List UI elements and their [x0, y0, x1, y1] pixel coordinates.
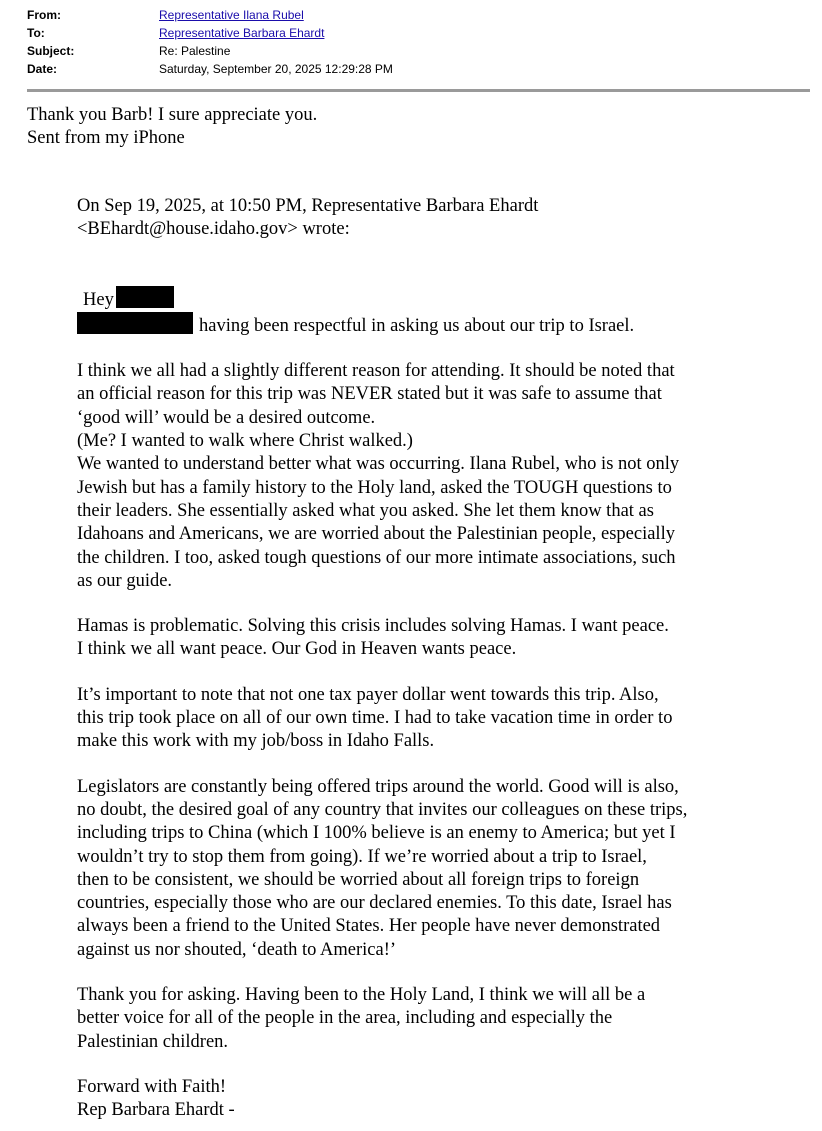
text-line: always been a friend to the United States. Her people have never demonstrated	[77, 916, 661, 937]
text-line: Palestinian children.	[77, 1031, 229, 1052]
text-line: this trip took place on all of our own time. I had to take vacation time in order to	[77, 708, 673, 729]
text-line: no doubt, the desired goal of any country that invites our colleagues on these trips,	[77, 799, 688, 820]
closing-line: Forward with Faith!	[77, 1076, 227, 1097]
date-value: Saturday, September 20, 2025 12:29:28 PM	[159, 62, 393, 76]
text-line: Legislators are constantly being offered trips around the world. Good will is also,	[77, 776, 679, 797]
email-header	[27, 6, 817, 78]
text-line: It’s important to note that not one tax payer dollar went towards this trip. Also,	[77, 684, 659, 705]
attribution-email: <BEhardt@house.idaho.gov> wrote:	[77, 219, 350, 240]
text-line: wouldn’t try to stop them from going). If we’re worried about a trip to Israel,	[77, 846, 647, 867]
text-line: better voice for all of the people in the area, including and especially the	[77, 1008, 613, 1029]
text-line: We wanted to understand better what was occurring. Ilana Rubel, who is not only	[77, 454, 680, 475]
reply-signature: Sent from my iPhone	[27, 128, 185, 149]
text-line: Thank you for asking. Having been to the Holy Land, I think we will all be a	[77, 985, 646, 1006]
quoted-message	[77, 195, 797, 1123]
to-recipient-link[interactable]: Representative Barbara Ehardt	[159, 26, 325, 40]
text-line: make this work with my job/boss in Idaho Falls.	[77, 731, 435, 752]
attribution-line: On Sep 19, 2025, at 10:50 PM, Representative Barbara Ehardt	[77, 196, 539, 216]
paragraph-reasons	[77, 360, 797, 593]
from-sender-link[interactable]: Representative Ilana Rubel	[159, 8, 304, 22]
redaction-box	[77, 312, 193, 334]
subject-label: Subject:	[27, 44, 75, 58]
text-line: including trips to China (which I 100% believe is an enemy to America; but yet I	[77, 823, 676, 844]
greeting-continuation	[77, 312, 797, 338]
paragraph-peace	[77, 615, 797, 662]
text-line: Hamas is problematic. Solving this crisis includes solving Hamas. I want peace.	[77, 616, 669, 637]
greeting-line	[77, 286, 797, 312]
signature-line: Rep Barbara Ehardt -	[77, 1100, 235, 1121]
text-line: the children. I too, asked tough questions of our more intimate associations, such	[77, 547, 676, 568]
header-divider	[27, 89, 810, 92]
to-label: To:	[27, 26, 45, 40]
reply-line: Thank you Barb! I sure appreciate you.	[27, 105, 318, 125]
text-line: against us nor shouted, ‘death to America!’	[77, 939, 397, 960]
text-line: an official reason for this trip was NEVER stated but it was safe to assume that	[77, 384, 662, 405]
greeting-word: Hey	[83, 289, 114, 310]
text-line: as our guide.	[77, 570, 173, 591]
text-line: I think we all had a slightly different reason for attending. It should be noted that	[77, 361, 675, 382]
redaction-box	[116, 286, 174, 308]
greeting-rest: having been respectful in asking us about our trip to Israel.	[199, 315, 635, 336]
text-line: their leaders. She essentially asked what you asked. She let them know that as	[77, 500, 654, 521]
text-line: ‘good will’ would be a desired outcome.	[77, 407, 376, 428]
from-row	[27, 6, 817, 24]
paragraph-legislators	[77, 776, 797, 962]
text-line: Jewish but has a family history to the Holy land, asked the TOUGH questions to	[77, 477, 672, 498]
subject-row	[27, 42, 817, 60]
subject-value: Re: Palestine	[159, 44, 231, 58]
date-row	[27, 60, 817, 78]
paragraph-funding	[77, 684, 797, 754]
text-line: I think we all want peace. Our God in Heaven wants peace.	[77, 639, 517, 660]
reply-body	[27, 104, 807, 151]
text-line: countries, especially those who are our declared enemies. To this date, Israel has	[77, 893, 672, 914]
text-line: then to be consistent, we should be worried about all foreign trips to foreign	[77, 869, 640, 890]
paragraph-thanks	[77, 984, 797, 1054]
text-line: (Me? I wanted to walk where Christ walked.)	[77, 431, 413, 452]
to-row	[27, 24, 817, 42]
from-label: From:	[27, 8, 61, 22]
date-label: Date:	[27, 62, 58, 76]
text-line: Idahoans and Americans, we are worried about the Palestinian people, especially	[77, 524, 675, 545]
